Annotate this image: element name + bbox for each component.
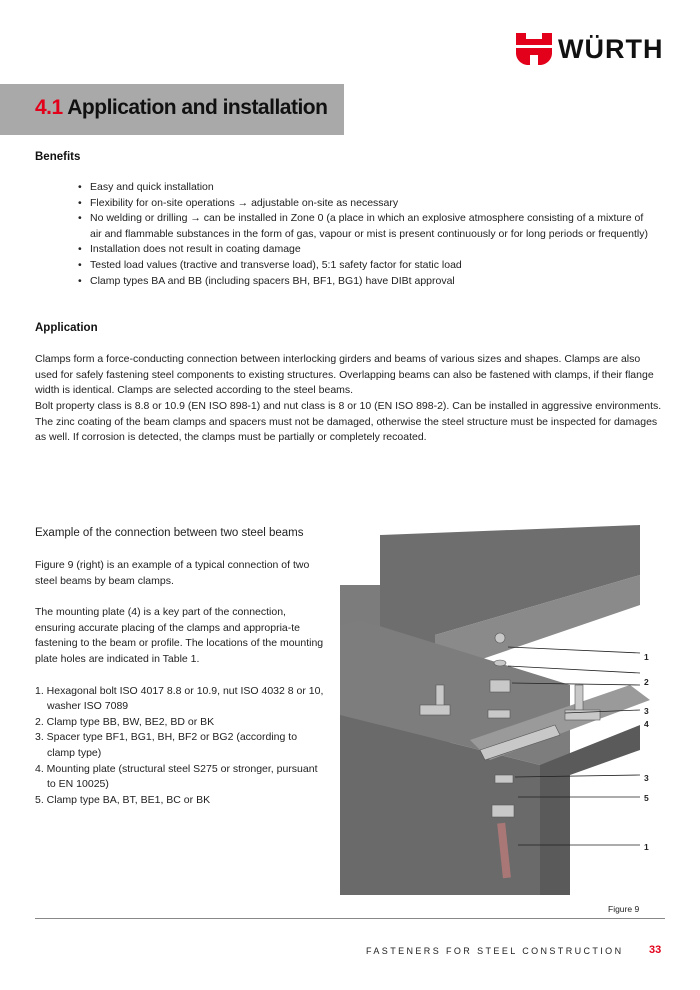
footer-text: FASTENERS FOR STEEL CONSTRUCTION: [366, 946, 624, 956]
parts-list: [35, 684, 325, 809]
list-item: • Flexibility for on-site operations → adjustable on-site as necessary: [78, 196, 648, 212]
benefits-list: [78, 180, 648, 289]
example-paragraph: Figure 9 (right) is an example of a typical connection of two steel beams by beam clamps.: [35, 559, 310, 587]
brand-name: WÜRTH: [558, 33, 664, 64]
list-item: 5. Clamp type BA, BT, BE1, BC or BK: [35, 793, 211, 806]
example-heading: Example of the connection between two steel beams: [35, 527, 304, 539]
callout-label: 3: [644, 706, 649, 716]
list-item: 3. Spacer type BF1, BG1, BH, BF2 or BG2 (according to clamp type): [35, 731, 298, 759]
list-item: • Clamp types BA and BB (including spacers BH, BF1, BG1) have DIBt approval: [78, 274, 648, 290]
main-text: [35, 150, 665, 446]
section-title: Application and installation: [67, 96, 328, 119]
example-paragraph: The mounting plate (4) is a key part of the connection, ensuring accurate placing of the clamps and appropria-te fastening to the beam or profile. The locations of the mounting plate holes are indicated in Table 1.: [35, 606, 324, 665]
beam-clamp-figure: [340, 525, 670, 895]
list-item: 2. Clamp type BB, BW, BE2, BD or BK: [35, 715, 215, 728]
section-number: 4.1: [35, 96, 63, 119]
figure-caption: Figure 9: [608, 904, 640, 914]
page-number: 33: [649, 944, 662, 956]
footer-divider: [35, 918, 665, 919]
application-paragraph: Clamps form a force-conducting connection between interlocking girders and beams of various sizes and shapes. Clamps are also used for safely fastening steel components to existing structures. Overlapping beams can also be fastened with clamps, if their flange width is identical. Clamps are selected according to the steel beams.: [35, 353, 654, 397]
callout-label: 1: [644, 842, 649, 852]
callout-label: 1: [644, 652, 649, 662]
example-column: [35, 526, 325, 808]
wurth-logo-icon: [516, 33, 552, 65]
list-item: • Installation does not result in coating damage: [78, 242, 648, 258]
callout-label: 2: [644, 677, 649, 687]
application-heading: Application: [35, 322, 98, 335]
wurth-logo: [516, 33, 663, 65]
list-item: • Easy and quick installation: [78, 180, 648, 196]
list-item: 1. Hexagonal bolt ISO 4017 8.8 or 10.9, nut ISO 4032 8 or 10, washer ISO 7089: [35, 684, 324, 713]
list-item: • No welding or drilling → can be installed in Zone 0 (a place in which an explosive atmosphere consisting of a mixture of air and flammable substances in the form of gas, vapour or mist is present continuously or for long periods or frequently): [78, 211, 648, 242]
benefits-heading: Benefits: [35, 151, 81, 163]
page-title: [35, 96, 327, 120]
callout-label: 3: [644, 773, 649, 783]
callout-label: 4: [644, 719, 649, 729]
list-item: 4. Mounting plate (structural steel S275 or stronger, pursuant to EN 10025): [35, 762, 318, 791]
callout-label: 5: [644, 793, 649, 803]
list-item: • Tested load values (tractive and transverse load), 5:1 safety factor for static load: [78, 258, 648, 274]
application-paragraph: Bolt property class is 8.8 or 10.9 (EN ISO 898-1) and nut class is 8 or 10 (EN ISO 898-2). Can be installed in aggressive environments. The zinc coating of the beam clamps and spacers must not be damaged, otherwise the steel structure must be inspected for damages as well. If corrosion is detected, the clamps must be partially or completely recoated.: [35, 399, 662, 444]
